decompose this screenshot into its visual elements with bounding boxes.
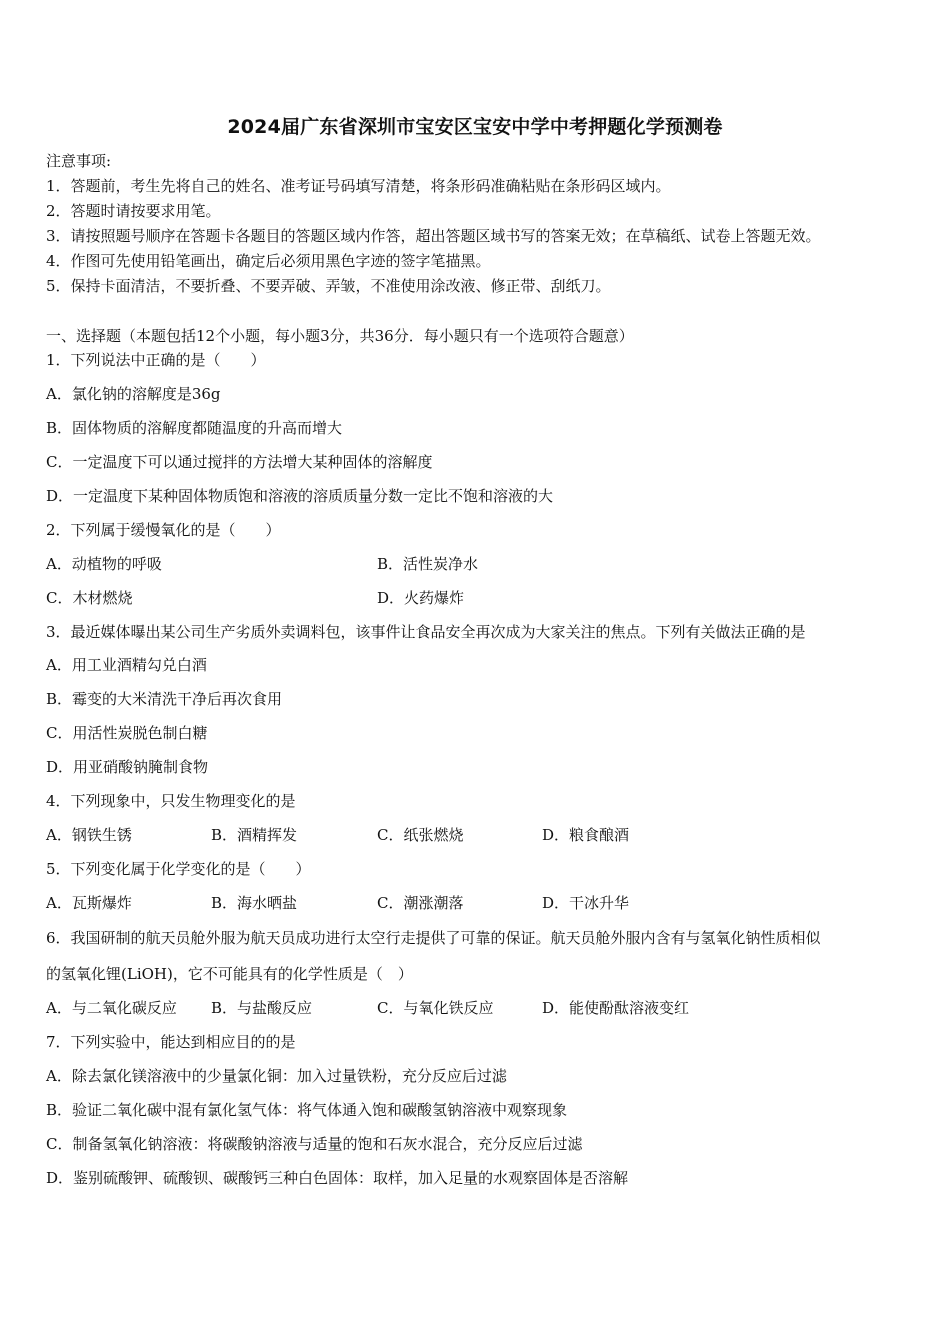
question-option: A．瓦斯爆炸 bbox=[46, 894, 132, 912]
question-stem-continued: 的氢氧化锂(LiOH)，它不可能具有的化学性质是（ ） bbox=[46, 965, 413, 983]
question-option: D．火药爆炸 bbox=[377, 589, 465, 607]
question-option: B．霉变的大米清洗干净后再次食用 bbox=[46, 690, 283, 708]
question-option: B．验证二氧化碳中混有氯化氢气体：将气体通入饱和碳酸氢钠溶液中观察现象 bbox=[46, 1101, 568, 1119]
question-stem: 1．下列说法中正确的是（ ） bbox=[46, 351, 266, 369]
section-heading: 一、选择题（本题包括12个小题，每小题3分，共36分．每小题只有一个选项符合题意） bbox=[46, 327, 634, 345]
question-option: D．能使酚酞溶液变红 bbox=[542, 999, 690, 1017]
question-option: C．用活性炭脱色制白糖 bbox=[46, 724, 208, 742]
question-option: A．用工业酒精勾兑白酒 bbox=[46, 656, 207, 674]
question-option: D．鉴别硫酸钾、硫酸钡、碳酸钙三种白色固体：取样，加入足量的水观察固体是否溶解 bbox=[46, 1169, 629, 1187]
question-option: D．一定温度下某种固体物质饱和溶液的溶质质量分数一定比不饱和溶液的大 bbox=[46, 487, 554, 505]
question-stem: 3．最近媒体曝出某公司生产劣质外卖调料包，该事件让食品安全再次成为大家关注的焦点。下列有关做法正确的是 bbox=[46, 623, 806, 641]
question-option: B．酒精挥发 bbox=[211, 826, 298, 844]
question-option: D．用亚硝酸钠腌制食物 bbox=[46, 758, 209, 776]
question-option: D．粮食酿酒 bbox=[542, 826, 630, 844]
question-option: C．制备氢氧化钠溶液：将碳酸钠溶液与适量的饱和石灰水混合，充分反应后过滤 bbox=[46, 1135, 583, 1153]
question-option: B．与盐酸反应 bbox=[211, 999, 313, 1017]
note-item: 1．答题前，考生先将自己的姓名、准考证号码填写清楚，将条形码准确粘贴在条形码区域内。 bbox=[46, 177, 671, 195]
question-option: A．除去氯化镁溶液中的少量氯化铜：加入过量铁粉，充分反应后过滤 bbox=[46, 1067, 507, 1085]
page-title: 2024届广东省深圳市宝安区宝安中学中考押题化学预测卷 bbox=[227, 116, 723, 138]
question-stem: 4．下列现象中，只发生物理变化的是 bbox=[46, 792, 296, 810]
notes-heading: 注意事项: bbox=[46, 152, 112, 170]
question-stem: 2．下列属于缓慢氧化的是（ ） bbox=[46, 521, 281, 539]
question-stem: 5．下列变化属于化学变化的是（ ） bbox=[46, 860, 311, 878]
question-option: C．一定温度下可以通过搅拌的方法增大某种固体的溶解度 bbox=[46, 453, 433, 471]
question-stem: 6．我国研制的航天员舱外服为航天员成功进行太空行走提供了可靠的保证。航天员舱外服内含有与氢氧化钠性质相似 bbox=[46, 929, 821, 947]
note-item: 3．请按照题号顺序在答题卡各题目的答题区域内作答，超出答题区域书写的答案无效；在草稿纸、试卷上答题无效。 bbox=[46, 227, 821, 245]
question-option: B．海水晒盐 bbox=[211, 894, 298, 912]
question-option: A．动植物的呼吸 bbox=[46, 555, 162, 573]
question-option: A．氯化钠的溶解度是36g bbox=[46, 385, 221, 403]
question-option: D．干冰升华 bbox=[542, 894, 630, 912]
question-option: A．与二氧化碳反应 bbox=[46, 999, 177, 1017]
question-option: C．纸张燃烧 bbox=[377, 826, 464, 844]
note-item: 2．答题时请按要求用笔。 bbox=[46, 202, 221, 220]
question-option: C．潮涨潮落 bbox=[377, 894, 464, 912]
question-option: C．木材燃烧 bbox=[46, 589, 133, 607]
question-option: C．与氧化铁反应 bbox=[377, 999, 494, 1017]
question-option: B．固体物质的溶解度都随温度的升高而增大 bbox=[46, 419, 343, 437]
note-item: 5．保持卡面清洁，不要折叠、不要弄破、弄皱，不准使用涂改液、修正带、刮纸刀。 bbox=[46, 277, 611, 295]
question-stem: 7．下列实验中，能达到相应目的的是 bbox=[46, 1033, 296, 1051]
question-option: B．活性炭净水 bbox=[377, 555, 479, 573]
note-item: 4．作图可先使用铅笔画出，确定后必须用黑色字迹的签字笔描黑。 bbox=[46, 252, 491, 270]
question-option: A．钢铁生锈 bbox=[46, 826, 132, 844]
